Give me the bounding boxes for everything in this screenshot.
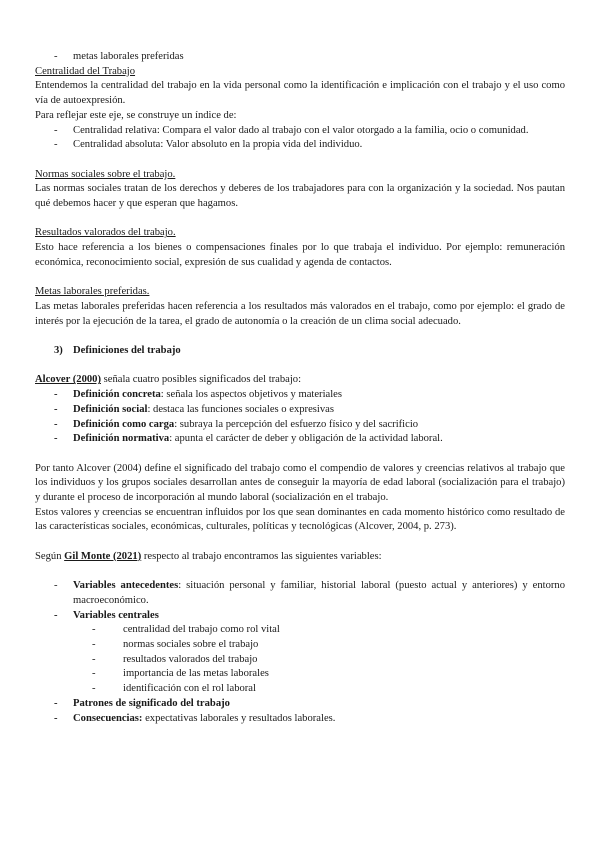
citation-gil-monte-2021: Gil Monte (2021) [64,550,142,562]
sub-list-item [35,653,565,668]
sub-list-item [35,623,565,638]
dash-bullet: - [92,668,96,680]
term-definition: : destaca las funciones sociales o expresivas [147,403,334,415]
term: Patrones de significado del trabajo [73,697,230,709]
section-title-text: Definiciones del trabajo [73,345,181,356]
list-item-text: metas laborales preferidas [73,51,184,62]
term: Variables centrales [73,609,159,621]
sub-list-item-text: normas sociales sobre el trabajo [123,639,259,650]
paragraph: Las metas laborales preferidas hacen referencia a los resultados más valorados en el trabajo, como por ejemplo: el grado de interés por la ejecución de la tarea, el grado de autonomía o la creación de un clima social adecuado. [35,300,565,327]
section-heading-resultados: Resultados valorados del trabajo. [35,227,176,239]
dash-bullet: - [54,389,58,401]
dash-bullet: - [54,609,58,621]
term: Definición normativa [73,433,170,445]
paragraph [35,373,565,388]
dash-bullet: - [54,712,58,724]
sub-list-item [35,638,565,653]
dash-bullet: - [54,580,58,592]
dash-bullet: - [54,418,58,430]
list-item [35,712,565,727]
dash-bullet: - [54,139,58,151]
list-item [35,138,565,153]
term-definition: : señala los aspectos objetivos y materiales [160,389,343,401]
term-definition: : situación personal y familiar, historial laboral (puesto actual y anteriores) y entorno macroeconómico. [73,580,566,606]
term-definition: : apunta el carácter de deber y obligación de la actividad laboral. [169,433,443,445]
citation-alcover-2000: Alcover (2000) [35,374,101,386]
dash-bullet: - [92,624,96,636]
paragraph [35,550,565,565]
term: Definición concreta [73,389,161,401]
dash-bullet: - [54,433,58,445]
list-item [35,388,565,403]
dash-bullet: - [54,697,58,709]
paragraph-text: respecto al trabajo encontramos las siguientes variables: [141,550,382,562]
dash-bullet: - [92,683,96,695]
section-title-definiciones [35,344,565,359]
term-definition: : subraya la percepción del esfuerzo físico y del sacrificio [174,418,419,430]
term: Consecuencias: [73,712,143,724]
sub-list-item-text: resultados valorados del trabajo [123,653,258,665]
sub-list-item [35,667,565,682]
term: Variables antecedentes [73,580,179,592]
paragraph: Para reflejar este eje, se construye un índice de: [35,109,237,121]
paragraph: Estos valores y creencias se encuentran influidos por los que sean dominantes en cada momento histórico como resultado de las características sociales, económicas, culturales, políticas y tecnológicas (Alcover, 2004, p. 273). [35,506,565,533]
paragraph: Por tanto Alcover (2004) define el significado del trabajo como el compendio de valores y creencias relativos al trabajo que los individuos y los grupos sociales desarrollan antes de conseguir la mayoría de edad laboral (socialización para el trabajo) y durante el proceso de incorporación al mundo laboral (socialización en el trabajo. [35,462,565,503]
sub-list-item-text: identificación con el rol laboral [123,683,256,695]
list-item-text: Centralidad absoluta: Valor absoluto en la propia vida del individuo. [73,139,363,151]
list-item [35,418,565,433]
paragraph-text: Según [35,550,65,562]
section-heading-metas: Metas laborales preferidas. [35,286,150,298]
document-page [35,50,565,726]
dash-bullet: - [92,653,96,665]
term: Definición social [73,403,148,415]
list-item-text: Centralidad relativa: Compara el valor dado al trabajo con el valor otorgado a la familia, ocio o comunidad. [73,124,529,136]
section-heading-centralidad: Centralidad del Trabajo [35,65,136,77]
list-item [35,697,565,712]
dash-bullet: - [92,639,96,650]
section-heading-normas: Normas sociales sobre el trabajo. [35,168,176,180]
dash-bullet: - [54,403,58,415]
list-item [35,50,565,65]
paragraph: Entendemos la centralidad del trabajo en la vida personal como la identificación e implicación con el trabajo y el uso como vía de autoexpresión. [35,80,565,107]
list-item [35,124,565,139]
list-item [35,579,565,608]
dash-bullet: - [54,51,58,62]
term: Definición como carga [73,418,175,430]
list-item [35,403,565,418]
dash-bullet: - [54,124,58,136]
paragraph: Esto hace referencia a los bienes o compensaciones finales por lo que trabaja el individuo. Por ejemplo: remuneración económica, reconocimiento social, expresión de sus cualidad y agenda de contactos. [35,242,565,268]
sub-list-item-text: importancia de las metas laborales [123,668,269,680]
list-item [35,432,565,447]
sub-list-item [35,682,565,697]
section-number: 3) [54,345,63,356]
list-item [35,609,565,624]
paragraph: Las normas sociales tratan de los derechos y deberes de los trabajadores para con la organización y la sociedad. Nos pautan qué debemos hacer y que esperan que hagamos. [35,183,565,210]
paragraph-text: señala cuatro posibles significados del trabajo: [101,374,302,386]
sub-list-item-text: centralidad del trabajo como rol vital [123,624,280,636]
term-definition: expectativas laborales y resultados laborales. [142,712,336,724]
